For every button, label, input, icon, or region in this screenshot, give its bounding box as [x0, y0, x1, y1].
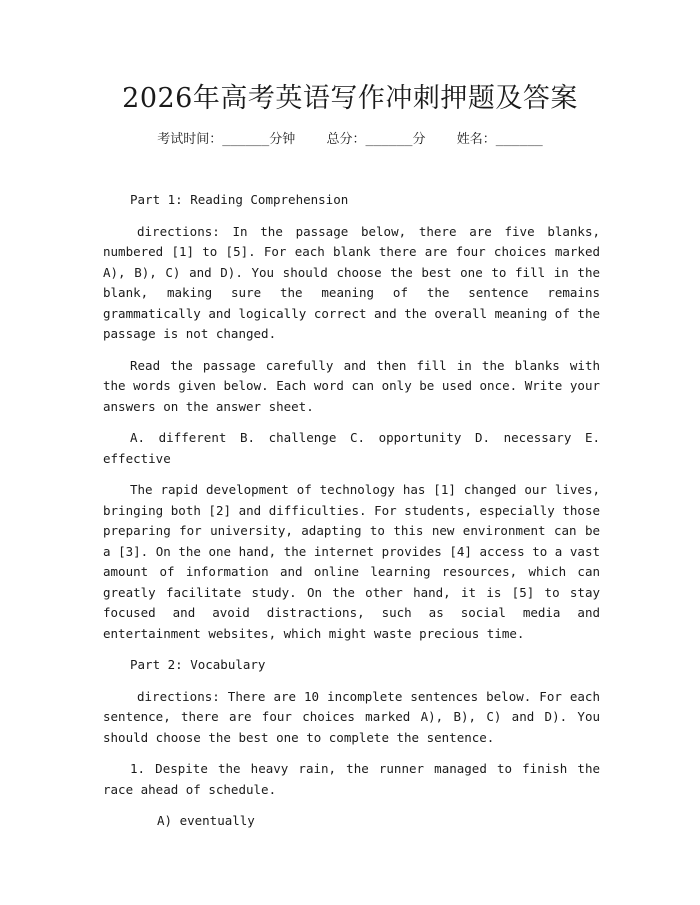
part1-heading: Part 1: Reading Comprehension [130, 192, 349, 207]
exam-info-line: 考试时间：______分钟 总分：______分 姓名：______ [157, 132, 543, 147]
word-options: A. different B. challenge C. opportunity D. necessary E. effective [103, 430, 600, 466]
part1-directions: directions: In the passage below, there are five blanks, numbered [1] to [5]. For each blank there are four choices marked A), B), C) and D). You should choose the best one to fill in the blank, making sure the meaning of the sentence remains grammatically and logically correct and the overall meaning of the passage is not changed. [103, 223, 600, 341]
reading-passage: The rapid development of technology has [1] changed our lives, bringing both [2] and difficulties. For students, especially those preparing for university, adapting to this new environment can be a [3]. On the one hand, the internet provides [4] access to a vast amount of information and online learning resources, which can greatly facilitate study. On the other hand, it is [5] to stay focused and avoid distractions, such as social media and entertainment websites, which might waste precious time. [103, 482, 600, 641]
question-1: 1. Despite the heavy rain, the runner managed to finish the race ahead of schedule. [103, 761, 600, 797]
question-1-option-a: A) eventually [157, 813, 255, 828]
part2-heading: Part 2: Vocabulary [130, 657, 266, 672]
part2-directions: directions: There are 10 incomplete sentences below. For each sentence, there are four choices marked A), B), C) and D). You should choose the best one to complete the sentence. [103, 688, 600, 745]
page-title: 2026年高考英语写作冲刺押题及答案 [122, 83, 578, 114]
part1-instruction: Read the passage carefully and then fill in the blanks with the words given below. Each word can only be used once. Write your answers on the answer sheet. [103, 357, 600, 414]
document-body [103, 190, 600, 843]
